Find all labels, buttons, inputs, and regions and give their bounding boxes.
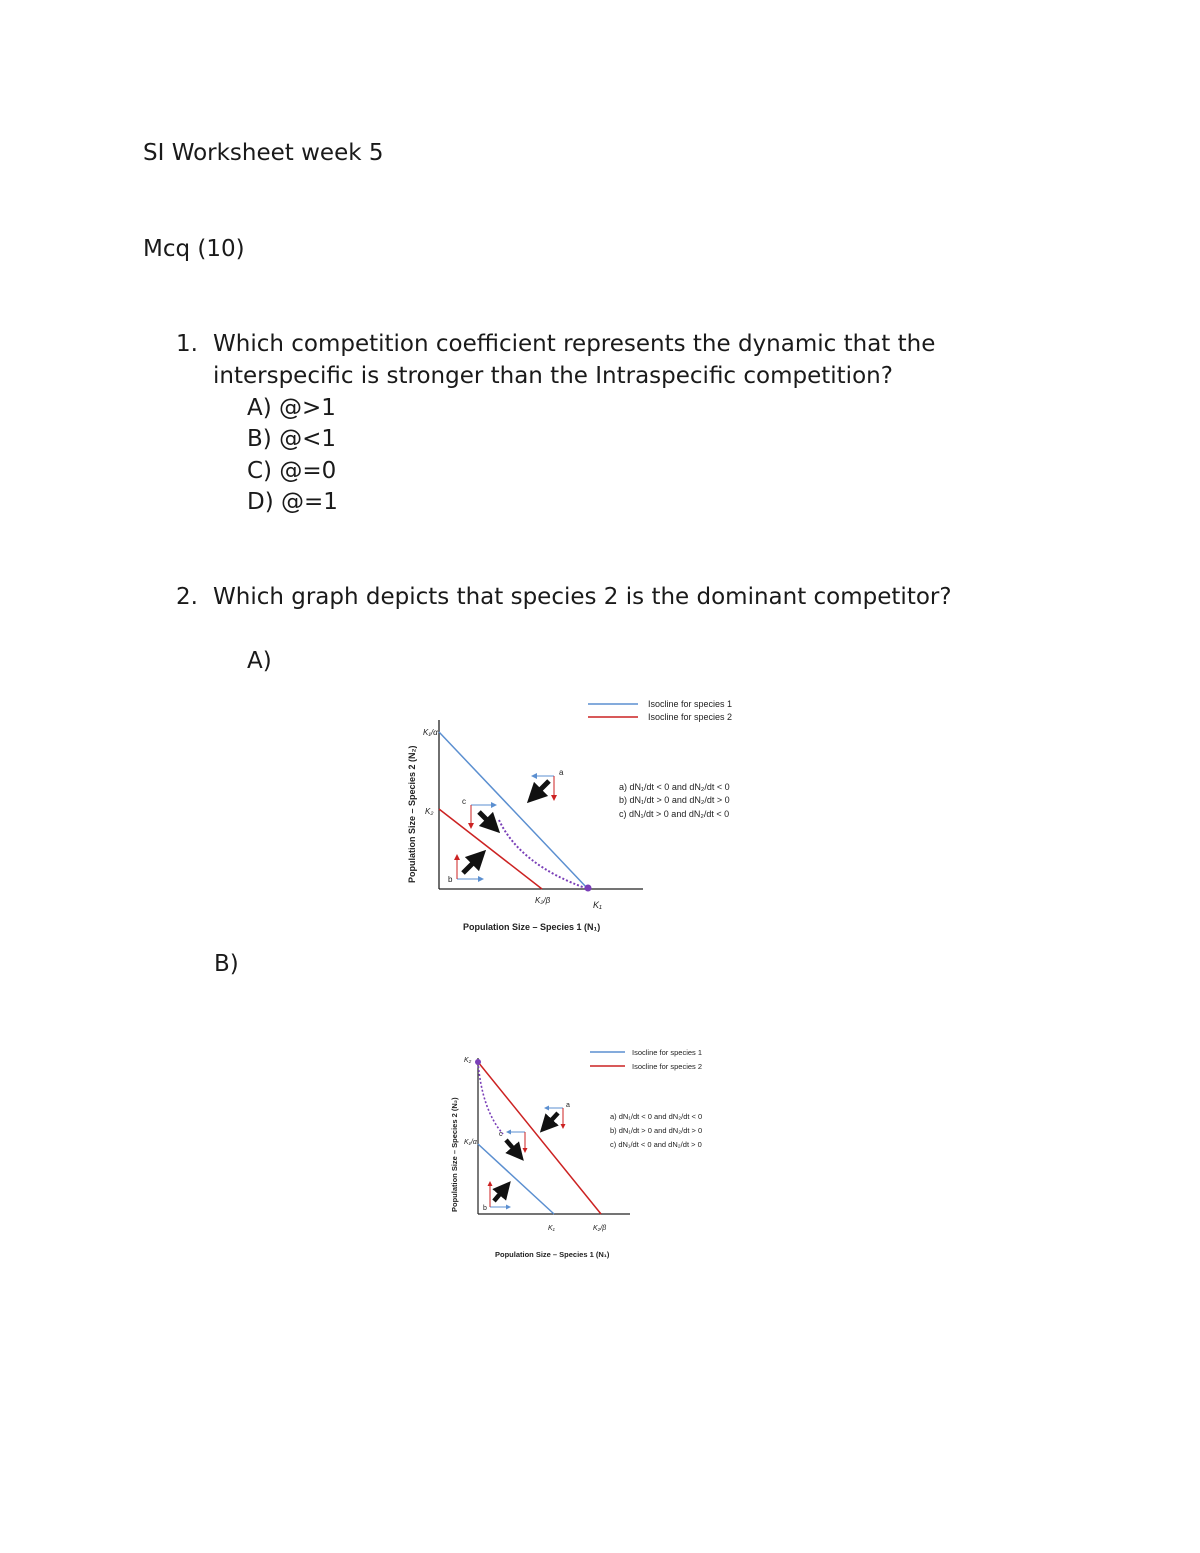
option-c[interactable]: C) @=0 <box>247 458 337 484</box>
trajectory-path <box>499 820 588 889</box>
trajectory-path <box>478 1062 503 1134</box>
condition-b: b) dN₁/dt > 0 and dN₂/dt > 0 <box>610 1126 703 1135</box>
section-heading: Mcq (10) <box>143 236 245 262</box>
option-b[interactable]: B) @<1 <box>247 426 336 452</box>
condition-a: a) dN₁/dt < 0 and dN₂/dt < 0 <box>619 782 730 792</box>
worksheet-title: SI Worksheet week 5 <box>143 140 384 166</box>
vector-c <box>506 1132 525 1154</box>
legend-species1: Isocline for species 1 <box>632 1048 703 1057</box>
y-tick-top: K₁/α <box>423 728 438 737</box>
vector-a <box>532 776 554 800</box>
x-tick-right: K₂/β <box>593 1225 607 1232</box>
question-text: Which graph depicts that species 2 is the dominant competitor? <box>213 584 952 610</box>
x-tick-mid: K₂/β <box>535 896 551 905</box>
vector-c <box>471 805 496 828</box>
point-label-c: c <box>462 797 466 806</box>
isocline-species2 <box>478 1062 601 1214</box>
question-number: 1. <box>176 331 198 357</box>
option-a[interactable]: A) @>1 <box>247 395 336 421</box>
y-tick-top: K₂ <box>464 1057 472 1064</box>
x-tick-right: K₁ <box>593 900 602 910</box>
vector-a <box>545 1108 563 1128</box>
equilibrium-point <box>585 885 592 892</box>
legend-species1: Isocline for species 1 <box>648 699 733 709</box>
equilibrium-point <box>475 1059 481 1065</box>
y-tick-mid: K₂ <box>425 807 434 816</box>
question-text-line: Which competition coefficient represents the dynamic that the <box>213 331 936 357</box>
legend-species2: Isocline for species 2 <box>632 1062 703 1071</box>
y-axis-label: Population Size – Species 2 (N₂) <box>450 1097 459 1212</box>
x-axis-label: Population Size – Species 1 (N₁) <box>463 922 601 932</box>
vector-b <box>490 1182 510 1207</box>
option-d[interactable]: D) @=1 <box>247 489 338 515</box>
point-label-b: b <box>483 1205 487 1212</box>
point-label-a: a <box>559 768 564 777</box>
y-tick-mid: K₁/α <box>464 1139 477 1146</box>
condition-c: c) dN₁/dt < 0 and dN₂/dt > 0 <box>610 1140 702 1149</box>
graph-b <box>445 1040 745 1265</box>
x-axis-label: Population Size – Species 1 (N₁) <box>495 1250 610 1259</box>
question-text-line: interspecific is stronger than the Intraspecific competition? <box>213 363 893 389</box>
condition-a: a) dN₁/dt < 0 and dN₂/dt < 0 <box>610 1112 703 1121</box>
point-label-a: a <box>566 1102 570 1109</box>
question-number: 2. <box>176 584 198 610</box>
option-a[interactable]: A) <box>247 648 272 674</box>
isocline-species1 <box>439 732 588 889</box>
vector-b <box>457 855 483 879</box>
point-label-c: c <box>499 1131 503 1138</box>
point-label-b: b <box>448 875 453 884</box>
option-b[interactable]: B) <box>214 951 239 977</box>
condition-b: b) dN₁/dt > 0 and dN₂/dt > 0 <box>619 795 730 805</box>
y-axis-label: Population Size – Species 2 (N₂) <box>407 745 417 883</box>
condition-c: c) dN₁/dt > 0 and dN₂/dt < 0 <box>619 809 730 819</box>
graph-a <box>395 690 775 940</box>
x-tick-mid: K₁ <box>548 1225 555 1232</box>
question-text <box>213 328 1013 392</box>
legend-species2: Isocline for species 2 <box>648 712 733 722</box>
